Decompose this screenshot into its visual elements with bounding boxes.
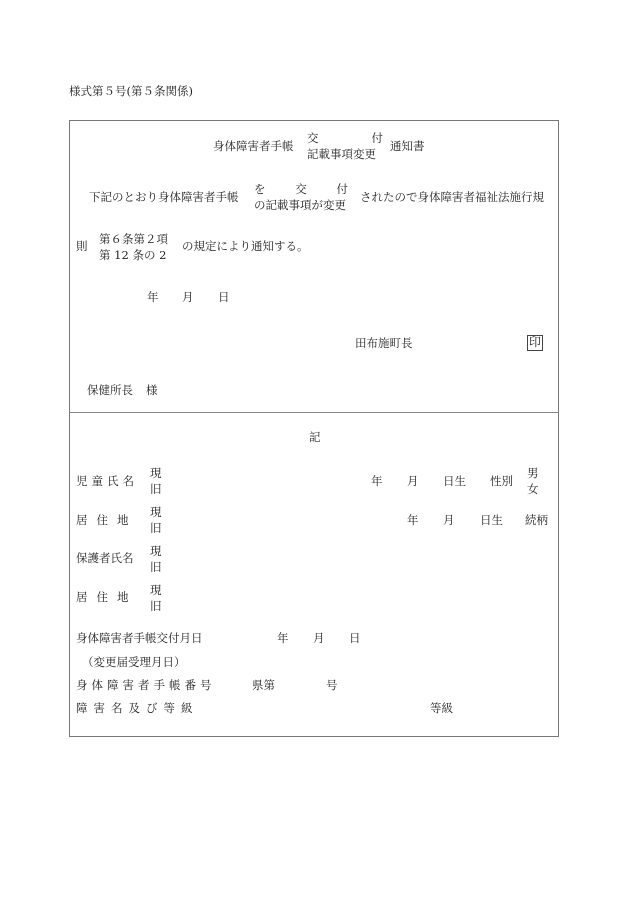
former-label: 旧 [150, 559, 162, 574]
recipient: 保健所長 [87, 383, 133, 397]
body-options [254, 182, 348, 213]
former-label: 旧 [150, 598, 162, 613]
clause-12-2: 第 12 条の 2 [99, 247, 167, 262]
date-month: 月 [182, 290, 194, 304]
title-options [307, 131, 383, 162]
birth-month: 月 [407, 474, 419, 488]
body-line2-prefix: 則 [76, 239, 88, 253]
current-label: 現 [150, 583, 162, 597]
clause-6-2: 第６条第２項 [99, 232, 168, 246]
body-option-change: の記載事項が変更 [254, 197, 346, 212]
issue-date-label: 身体障害者手帳交付月日 [76, 631, 203, 645]
guardian-name-label: 保護者氏名 [76, 551, 134, 565]
child-address-label: 居住地 [76, 513, 138, 527]
record-heading: 記 [309, 430, 321, 444]
body-option-ko: 交 [295, 182, 307, 196]
child-address-current-former [150, 505, 162, 536]
relation-day: 日生 [480, 513, 503, 527]
current-label: 現 [150, 505, 162, 519]
issue-month: 月 [313, 631, 325, 645]
date-day: 日 [218, 290, 230, 304]
relation-year: 年 [407, 513, 419, 527]
title-option-change: 記載事項変更 [307, 146, 376, 161]
recipient-honorific: 様 [146, 383, 158, 397]
title-option-issue-right: 付 [371, 131, 383, 145]
title-prefix: 身体障害者手帳 [213, 139, 294, 153]
child-name-current-former [150, 466, 162, 497]
sex-label: 性別 [490, 474, 513, 488]
former-label: 旧 [150, 520, 162, 535]
number-suffix: 号 [326, 678, 338, 692]
current-label: 現 [150, 466, 162, 480]
guardian-name-current-former [150, 544, 162, 575]
birth-day: 日生 [443, 474, 466, 488]
sex-male: 男 [527, 466, 539, 480]
issue-day: 日 [349, 631, 361, 645]
body-line1-prefix: 下記のとおり身体障害者手帳 [89, 190, 239, 204]
body-line2-suffix: の規定により通知する。 [182, 239, 309, 253]
sex-female: 女 [527, 481, 539, 496]
section-divider [69, 412, 559, 413]
date-year: 年 [147, 290, 159, 304]
form-caption: 様式第５号(第５条関係) [69, 84, 193, 98]
change-receipt-label: （変更届受理月日） [82, 655, 186, 669]
seal-mark: 印 [528, 335, 541, 349]
body-option-wo: を [254, 182, 266, 196]
handbook-number-label: 身体障害者手帳番号 [76, 678, 216, 692]
title-option-issue-left: 交 [307, 131, 319, 145]
issue-year: 年 [277, 631, 289, 645]
body-option-fu: 付 [336, 182, 348, 196]
body-clauses [99, 232, 168, 263]
issuer: 田布施町長 [355, 336, 413, 350]
relationship-label: 続柄 [525, 513, 548, 527]
guardian-address-label: 居住地 [76, 590, 138, 604]
sex-options [527, 466, 539, 497]
birth-year: 年 [371, 474, 383, 488]
disability-label: 障害名及び等級 [76, 701, 199, 715]
body-line1-suffix: されたので身体障害者福祉法施行規 [360, 190, 544, 204]
guardian-address-current-former [150, 583, 162, 614]
child-name-label: 児童氏名 [76, 474, 138, 488]
relation-month: 月 [443, 513, 455, 527]
grade-label: 等級 [430, 701, 453, 715]
former-label: 旧 [150, 481, 162, 496]
prefecture-number: 県第 [252, 678, 275, 692]
title-suffix: 通知書 [390, 139, 425, 153]
current-label: 現 [150, 544, 162, 558]
